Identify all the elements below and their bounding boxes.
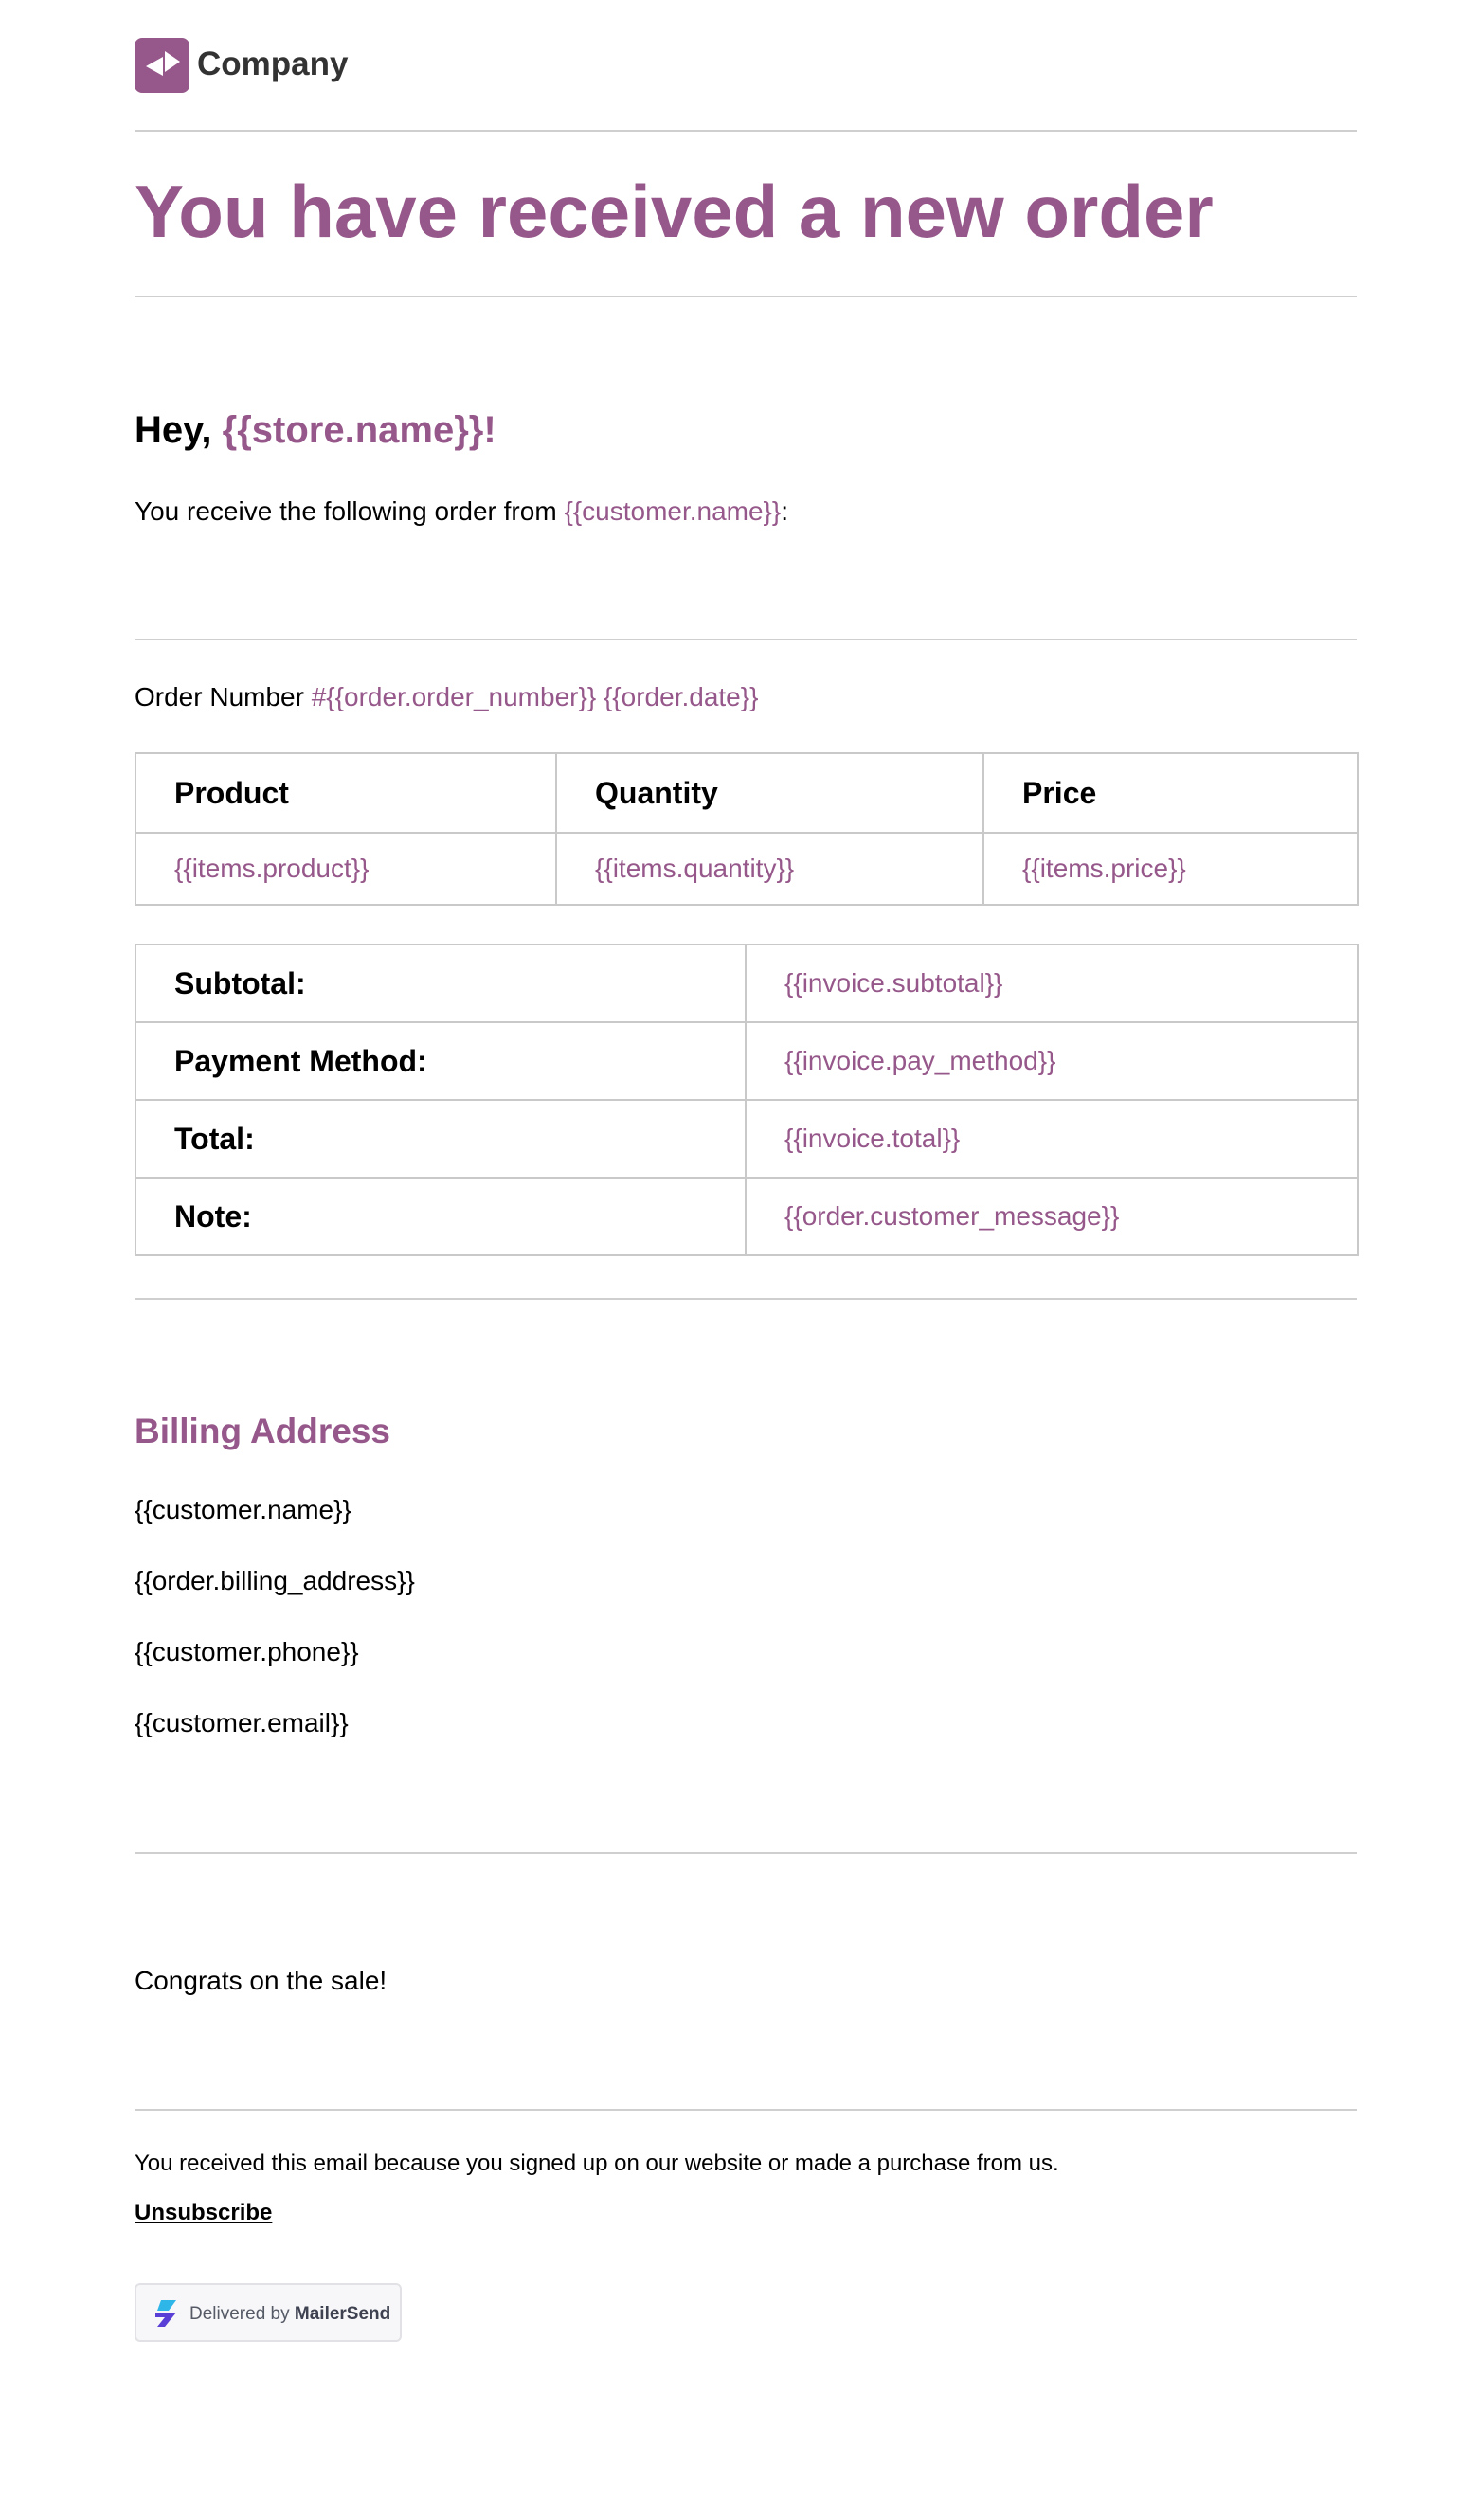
delivered-by-badge[interactable] (135, 2283, 402, 2342)
billing-line: {{customer.email}} (135, 1708, 349, 1737)
greeting-prefix: Hey, (135, 409, 223, 451)
table-row (135, 833, 1358, 905)
header-price: Price (983, 753, 1358, 833)
billing-line: {{order.billing_address}} (135, 1566, 415, 1595)
billing-address-title: Billing Address (135, 1412, 391, 1450)
badge-prefix: Delivered by (189, 2304, 295, 2324)
table-row (135, 1022, 1358, 1100)
page-title: You have received a new order (135, 170, 1214, 253)
intro-suffix: : (781, 496, 789, 526)
table-row (135, 945, 1358, 1022)
order-date-var: {{order.date}} (596, 682, 759, 711)
header-product: Product (135, 753, 556, 833)
summary-value: {{invoice.total}} (746, 1100, 1358, 1178)
summary-value: {{order.customer_message}} (746, 1178, 1358, 1255)
summary-table (135, 944, 1359, 1256)
billing-line: {{customer.phone}} (135, 1637, 359, 1666)
items-table-header (135, 753, 1358, 833)
unsubscribe-link[interactable]: Unsubscribe (135, 2200, 273, 2225)
footer-note: You received this email because you signed up on our website or made a purchase from us. (135, 2151, 1059, 2176)
divider (135, 2109, 1357, 2111)
intro-prefix: You receive the following order from (135, 496, 565, 526)
summary-label: Subtotal: (135, 945, 746, 1022)
cell-quantity: {{items.quantity}} (556, 833, 983, 905)
billing-line: {{customer.name}} (135, 1495, 351, 1524)
customer-name-var: {{customer.name}} (564, 496, 782, 526)
badge-text (189, 2304, 390, 2325)
order-number-line (135, 682, 758, 712)
divider (135, 1852, 1357, 1854)
divider (135, 639, 1357, 640)
items-table (135, 752, 1359, 906)
store-name-var: {{store.name}}! (222, 409, 496, 451)
closing-text: Congrats on the sale! (135, 1966, 388, 1995)
company-logo-icon (135, 38, 189, 93)
summary-label: Note: (135, 1178, 746, 1255)
divider (135, 296, 1357, 297)
table-row (135, 1178, 1358, 1255)
summary-label: Payment Method: (135, 1022, 746, 1100)
order-number-label: Order Number (135, 682, 312, 711)
summary-label: Total: (135, 1100, 746, 1178)
table-row (135, 1100, 1358, 1178)
order-number-var: #{{order.order_number}} (311, 682, 597, 711)
greeting (135, 409, 496, 452)
badge-brand: MailerSend (294, 2304, 391, 2324)
summary-value: {{invoice.pay_method}} (746, 1022, 1358, 1100)
company-name: Company (197, 45, 349, 82)
summary-value: {{invoice.subtotal}} (746, 945, 1358, 1022)
cell-price: {{items.price}} (983, 833, 1358, 905)
divider (135, 130, 1357, 132)
intro-text (135, 496, 788, 527)
header-quantity: Quantity (556, 753, 983, 833)
mailersend-bolt-icon (152, 2298, 180, 2333)
cell-product: {{items.product}} (135, 833, 556, 905)
divider (135, 1298, 1357, 1300)
